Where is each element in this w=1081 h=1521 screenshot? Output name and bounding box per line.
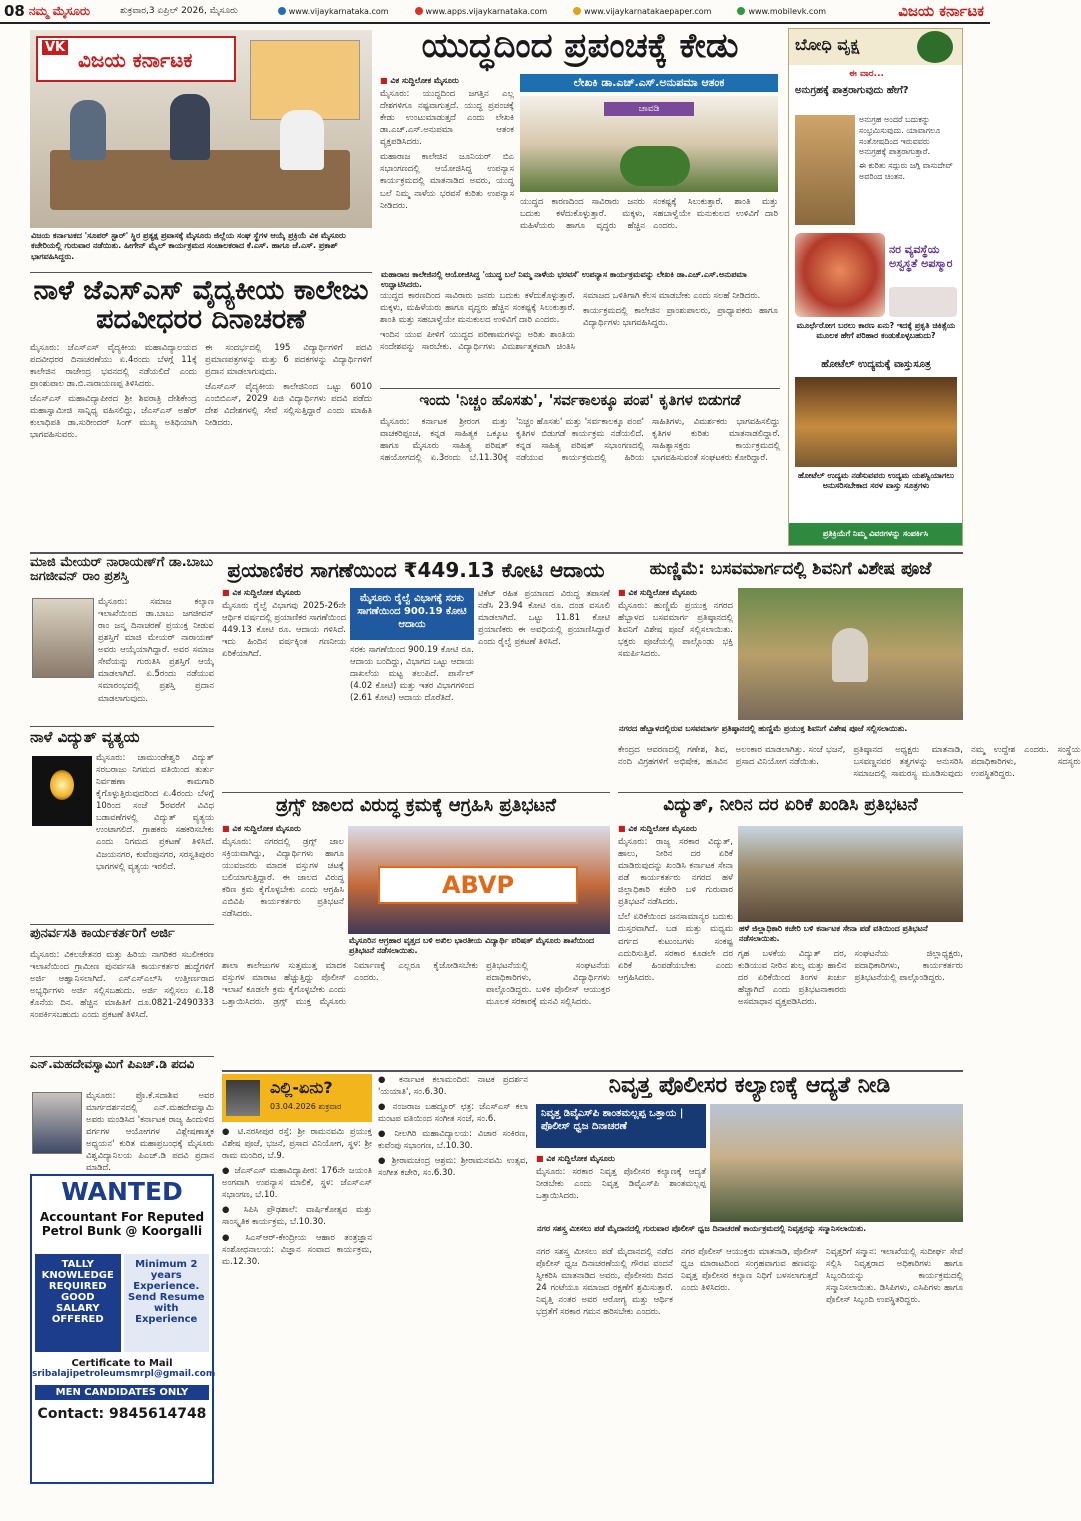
url-link-3[interactable]: www.vijaykarnatakaepaper.com [573, 7, 711, 16]
bodhi-quote: ಅನುಗ್ರಹ ಅಂದರೆ ಬದುಕನ್ನು ಸಂಭ್ರಮಿಸುವುದು. ಯಾವಾಗಲೂ ಸಂತೋಷದಿಂದ ಇರುವವರು ಅನುಗ್ರಹಕ್ಕೆ ಪಾತ್ರರಾಗುತ್ತಾರೆ. [859, 115, 941, 157]
war-column-right: ಯುದ್ಧದ ಕಾರಣದಿಂದ ಸಾವಿರಾರು ಜನರು ಬದುಕು ಕಳೆದುಕೊಳ್ಳುತ್ತಾರೆ. ಮಕ್ಕಳು, ಮಹಿಳೆಯರು ಹಾಗೂ ವೃದ್ಧರು ಹೆಚ್ಚಿನ ಸಂಕಷ್ಟಕ್ಕೆ ಸಿಲುಕುತ್ತಾರೆ. ಶಾಂತಿ ಮತ್ತು ಸಹಬಾಳ್ವೆಯೇ ಮನುಕುಲದ ಉಳಿವಿಗೆ ದಾರಿ ಎಂದರು. [520, 197, 778, 232]
police-body-lower: ನಗರ ಸಶಸ್ತ್ರ ಮೀಸಲು ಪಡೆ ಮೈದಾನದಲ್ಲಿ ನಡೆದ ಪೊಲೀಸ್ ಧ್ವಜ ದಿನಾಚರಣೆಯಲ್ಲಿ ಗೌರವ ವಂದನೆ ಸ್ವೀಕರಿಸಿ ಮಾತನಾಡಿದ ಅವರು, ಪೊಲೀಸರು ದಿನದ 24 ಗಂಟೆಯೂ ಸಮಾಜದ ರಕ್ಷಣೆಗೆ ಶ್ರಮಿಸುತ್ತಾರೆ. ನಿವೃತ್ತಿ ನಂತರ ಅವರ ಆರೋಗ್ಯ ಮತ್ತು ಆರ್ಥಿಕ ಭದ್ರತೆಗೆ ಸರಕಾರ ಗಮನ ಹರಿಸಬೇಕು ಎಂದರು. ನಗರ ಪೊಲೀಸ್ ಆಯುಕ್ತರು ಮಾತನಾಡಿ, ಪೊಲೀಸ್ ಧ್ವಜ ಮಾರಾಟದಿಂದ ಸಂಗ್ರಹವಾಗುವ ಹಣವನ್ನು ನಿವೃತ್ತ ಪೊಲೀಸರ ಕಲ್ಯಾಣ ನಿಧಿಗೆ ಬಳಸಲಾಗುತ್ತದೆ ಎಂದು ತಿಳಿಸಿದರು. ನಿವೃತ್ತರಿಗೆ ಸನ್ಮಾನ: ಇಲಾಖೆಯಲ್ಲಿ ಸುದೀರ್ಘ ಸೇವೆ ಸಲ್ಲಿಸಿ ನಿವೃತ್ತರಾದ ಅಧಿಕಾರಿಗಳು ಹಾಗೂ ಸಿಬ್ಬಂದಿಯನ್ನು ಕಾರ್ಯಕ್ರಮದಲ್ಲಿ ಸನ್ಮಾನಿಸಲಾಯಿತು. ಡಿಸಿಪಿಗಳು, ಎಸಿಪಿಗಳು ಹಾಗೂ ಪೊಲೀಸ್ ಸಿಬ್ಬಂದಿ ಉಪಸ್ಥಿತರಿದ್ದರು. [536, 1247, 963, 1318]
city-icon [226, 1080, 260, 1116]
event-item: ● ಟಿ.ನರಸೀಪುರ ರಸ್ತೆ: ಶ್ರೀ ರಾಮನವಮಿ ಪ್ರಯುಕ್ತ ವಿಶೇಷ ಪೂಜೆ, ಭಜನೆ, ಪ್ರಸಾದ ವಿನಿಯೋಗ, ಸ್ಥಳ: ಶ್ರೀ ರಾಮ ಮಂದಿರ, ಬೆ.9. [222, 1127, 372, 1162]
event-item: ● ನೀಲಗಿರಿ ಮಹಾವಿದ್ಯಾಲಯ: ವಿಚಾರ ಸಂಕಿರಣ, ಕುವೆಂಪು ಸಭಾಂಗಣ, ಬೆ.10.30. [378, 1129, 528, 1152]
electricity-caption: ಹಳೆ ಜಿಲ್ಲಾಧಿಕಾರಿ ಕಚೇರಿ ಬಳಿ ಕರ್ನಾಟಕ ಸೇನಾ ಪಡೆ ವತಿಯಿಂದ ಪ್ರತಿಭಟನೆ ನಡೆಸಲಾಯಿತು. [739, 924, 928, 944]
divider [30, 726, 214, 727]
sadhguru-photo [795, 115, 855, 225]
shiva-column-1: ಮೈಸೂರು: ಹುಣ್ಣಿಮೆ ಪ್ರಯುಕ್ತ ನಗರದ ಹೆಬ್ಬಾಳದ ಬಸವಮಾರ್ಗ ಪ್ರತಿಷ್ಠಾನದಲ್ಲಿ ಶಿವನಿಗೆ ವಿಶೇಷ ಪೂಜೆ ಸಲ್ಲಿಸಲಾಯಿತು. ಭಕ್ತರು ಪೂಜೆಯಲ್ಲಿ ಪಾಲ್ಗೊಂಡು ಭಕ್ತಿ ಸಮರ್ಪಿಸಿದರು. [618, 601, 733, 660]
tree-icon [917, 31, 953, 63]
health-question: ಮೂರ್ಛೆರೋಗ ಬರಲು ಕಾರಣ ಏನು? ಇದಕ್ಕೆ ಪ್ರಕೃತಿ ಚಿಕಿತ್ಸೆಯ ಮೂಲಕ ಹೇಗೆ ಪರಿಹಾರ ಕಂಡುಕೊಳ್ಳಬಹುದು? [796, 321, 956, 340]
wanted-experience: Minimum 2 years Experience. Send Resume with Experience [124, 1254, 210, 1352]
event-item: ● ಕರ್ನಾಟಕ ಕಲಾಮಂದಿರ: ನಾಟಕ ಪ್ರದರ್ಶನ 'ಯಯಾತಿ', ಸಂ.6.30. [378, 1075, 528, 1098]
events-column-1 [222, 1126, 372, 1482]
wanted-email[interactable]: sribalajipetroleumsmrpl@gmail.com [32, 1369, 216, 1379]
rehab-body: ಮೈಸೂರು: ವಿಕಲಚೇತನರ ಮತ್ತು ಹಿರಿಯ ನಾಗರಿಕರ ಸಬಲೀಕರಣ ಇಲಾಖೆಯಿಂದ ಗ್ರಾಮೀಣ ಪುನರ್ವಸತಿ ಕಾರ್ಯಕರ್ತರ ಹುದ್ದೆಗಳಿಗೆ ಅರ್ಜಿ ಆಹ್ವಾನಿಸಲಾಗಿದೆ. ಎಸ್‌ಎಸ್‌ಎಲ್‌ಸಿ ಉತ್ತೀರ್ಣರಾದ ಅಭ್ಯರ್ಥಿಗಳು ಅರ್ಜಿ ಸಲ್ಲಿಸಬಹುದು. ಅರ್ಜಿ ಸಲ್ಲಿಸಲು ಏ.18 ಕೊನೆಯ ದಿನ. ಹೆಚ್ಚಿನ ಮಾಹಿತಿಗೆ ದೂ.0821-2490333 ಸಂಪರ್ಕಿಸಬಹುದು ಎಂದು ಪ್ರಕಟಣೆ ತಿಳಿಸಿದೆ. [30, 950, 214, 1021]
event-item: ● ನಂಜರಾಜ ಬಹದ್ದೂರ್ ಛತ್ರ: ಜೆಎಸ್‌ಎಸ್ ಕಲಾ ಮಂಟಪ ವತಿಯಿಂದ ಸಂಗೀತ ಸಂಜೆ, ಸಂ.6. [378, 1102, 528, 1125]
mayor-headline: ಮಾಜಿ ಮೇಯರ್ ನಾರಾಯಣ್‌ಗೆ ಡಾ.ಬಾಬು ಜಗಜೀವನ್ ರಾಂ ಪ್ರಶಸ್ತಿ [30, 555, 214, 585]
app-icon [415, 7, 423, 15]
wanted-requirements: TALLY KNOWLEDGE REQUIRED GOOD SALARY OFFERED [35, 1254, 121, 1352]
electricity-photo [738, 826, 963, 922]
vk-banner: VK ವಿಜಯ ಕರ್ನಾಟಕ [36, 36, 236, 82]
office-photo [30, 30, 372, 228]
railway-column-3: ಟಿಕೆಟ್ ರಹಿತ ಪ್ರಯಾಣದ ವಿರುದ್ಧ ತಪಾಸಣೆ ನಡೆಸಿ 23.94 ಕೋಟಿ ರೂ. ದಂಡ ವಸೂಲಿ ಮಾಡಲಾಗಿದೆ. ಒಟ್ಟು 11.81 ಕೋಟಿ ಪ್ರಯಾಣಿಕರು ಈ ಅವಧಿಯಲ್ಲಿ ಪ್ರಯಾಣಿಸಿದ್ದಾರೆ ಎಂದು ರೈಲ್ವೆ ಪ್ರಕಟಣೆ ತಿಳಿಸಿದೆ. [478, 589, 610, 648]
shiva-byline: ■ ವಿಕ ಸುದ್ದಿಲೋಕ ಮೈಸೂರು [618, 586, 733, 600]
hotel-text: ಹೋಟೆಲ್ ಉದ್ಯಮ ನಡೆಸುವವರು ಉದ್ಯಮ ಯಶಸ್ವಿಯಾಗಲು ಅನುಸರಿಸಬೇಕಾದ ಸರಳ ವಾಸ್ತು ಸೂತ್ರಗಳು [797, 471, 955, 490]
event-item: ● ಸಿಪಿಸಿ ಪ್ರೌಢಶಾಲೆ: ವಾರ್ಷಿಕೋತ್ಸವ ಮತ್ತು ಸಾಂಸ್ಕೃತಿಕ ಕಾರ್ಯಕ್ರಮ, ಬೆ.10.30. [222, 1205, 372, 1228]
shiva-photo [738, 588, 963, 720]
wanted-mail-label: Certificate to Mail [71, 1358, 173, 1369]
office-photo-caption: ವಿಜಯ ಕರ್ನಾಟಕದ 'ಸೂಪರ್ ಸ್ಟಾರ್' ಸ್ಥಿರ ಪ್ರತ್ಯಕ್ಷ ಪ್ರವಾಸಕ್ಕೆ ಮೈಸೂರು ಜಿಲ್ಲೆಯ ಸಂಘ ಸ್ಥೆಗಳ ಆಯ್ಕೆ ಪ್ರಕ್ರಿಯೆ ವಿಕ ಮೈಸೂರು ಕಚೇರಿಯಲ್ಲಿ ಗುರುವಾರ ನಡೆಯಿತು. ಹೀಗೇನ್ ಮೈಲ್ ಕಾರ್ಯಕ್ರಮದ ಸಂಚಾಲಕರಾದ ಕೆ.ಎಸ್. ಹಾಗೂ ಜೆ.ಎಸ್. ಪ್ರಕಾಶ್ ಭಾಗವಹಿಸಿದ್ದರು. [31, 231, 346, 261]
drug-column-1: ಮೈಸೂರು: ನಗರದಲ್ಲಿ ಡ್ರಗ್ಸ್ ಜಾಲ ಸಕ್ರಿಯವಾಗಿದ್ದು, ವಿದ್ಯಾರ್ಥಿಗಳು ಹಾಗೂ ಯುವಜನರು ಮಾದಕ ವಸ್ತುಗಳ ಚಟಕ್ಕೆ ಬಲಿಯಾಗುತ್ತಿದ್ದಾರೆ. ಈ ಜಾಲದ ವಿರುದ್ಧ ಕಠಿಣ ಕ್ರಮ ಕೈಗೊಳ್ಳಬೇಕು ಎಂದು ಆಗ್ರಹಿಸಿ ಎಬಿವಿಪಿ ಕಾರ್ಯಕರ್ತರು ಪ್ರತಿಭಟನೆ ನಡೆಸಿದರು. [222, 837, 344, 920]
war-byline: ■ ವಿಕ ಸುದ್ದಿಲೋಕ ಮೈಸೂರು [380, 74, 520, 88]
person-1 [70, 100, 106, 160]
jss-body: ಮೈಸೂರು: ಜೆಎಸ್‌ಎಸ್ ವೈದ್ಯಕೀಯ ಮಹಾವಿದ್ಯಾಲಯದ ಪದವೀಧರರ ದಿನಾಚರಣೆಯು ಏ.4ರಂದು ಬೆಳಗ್ಗೆ 11ಕ್ಕೆ ಕಾಲೇಜಿನ ರಾಜೇಂದ್ರ ಭವನದಲ್ಲಿ ನಡೆಯಲಿದೆ ಎಂದು ಪ್ರಾಂಶುಪಾಲ ಡಾ.ಬಿ.ನಾರಾಯಣಪ್ಪ ತಿಳಿಸಿದರು. ಜೆಎಸ್‌ಎಸ್ ಮಹಾವಿದ್ಯಾಪೀಠದ ಶ್ರೀ ಶಿವರಾತ್ರಿ ದೇಶಿಕೇಂದ್ರ ಮಹಾಸ್ವಾಮೀಜಿ ಸಾನ್ನಿಧ್ಯ ವಹಿಸಲಿದ್ದು, ಜೆಎಸ್‌ಎಸ್ ಅಹೆರ್ ಕುಲಾಧಿಪತಿ ಡಾ.ಸುರೀಂದರ್ ಸಿಂಗ್ ಮುಖ್ಯ ಅತಿಥಿಯಾಗಿ ಭಾಗವಹಿಸುವರು. ಈ ಸಂದರ್ಭದಲ್ಲಿ 195 ವಿದ್ಯಾರ್ಥಿಗಳಿಗೆ ಪದವಿ ಪ್ರಮಾಣಪತ್ರಗಳನ್ನು ಮತ್ತು 6 ಪದಕಗಳನ್ನು ವಿದ್ಯಾರ್ಥಿಗಳಿಗೆ ಪ್ರದಾನ ಮಾಡಲಾಗುವುದು. ಜೆಎಸ್‌ಎಸ್ ವೈದ್ಯಕೀಯ ಕಾಲೇಜಿನಿಂದ ಒಟ್ಟು 6010 ಎಂಬಿಬಿಎಸ್, 2029 ಪಿಜಿ ವಿದ್ಯಾರ್ಥಿಗಳು ಪದವಿ ಪಡೆದು ದೇಶ ವಿದೇಶಗಳಲ್ಲಿ ಸೇವೆ ಸಲ್ಲಿಸುತ್ತಿದ್ದಾರೆ ಎಂದು ಮಾಹಿತಿ ನೀಡಿದರು. [30, 343, 372, 441]
shiva-photo-caption: ನಗರದ ಹೆಬ್ಬಾಳದಲ್ಲಿರುವ ಬಸವಮಾರ್ಗ ಪ್ರತಿಷ್ಠಾನದಲ್ಲಿ ಹುಣ್ಣಿಮೆ ಪ್ರಯುಕ್ತ ಶಿವನಿಗೆ ವಿಶೇಷ ಪೂಜೆ ಸಲ್ಲಿಸಲಾಯಿತು. [619, 724, 908, 733]
divider [222, 792, 610, 793]
wanted-note: MEN CANDIDATES ONLY [35, 1385, 209, 1400]
mahadev-body: ಮೈಸೂರು: ಪ್ರೊ.ಕೆ.ಸದಾಶಿವ ಅವರ ಮಾರ್ಗದರ್ಶನದಲ್ಲಿ ಎನ್.ಮಹದೇವಸ್ವಾಮಿ ಅವರು ಮಂಡಿಸಿದ 'ಕರ್ನಾಟಕ ರಾಜ್ಯ ಹಿಂದುಳಿದ ವರ್ಗಗಳ ಆಯೋಗಗಳ ವಿಶ್ಲೇಷಣಾತ್ಮಕ ಅಧ್ಯಯನ' ಕುರಿತ ಮಹಾಪ್ರಬಂಧಕ್ಕೆ ಮೈಸೂರು ವಿಶ್ವವಿದ್ಯಾನಿಲಯ ಪಿಎಚ್.ಡಿ ಪದವಿ ಪ್ರದಾನ ಮಾಡಿದೆ. [86, 1091, 214, 1174]
event-item: ● ಜೆಎಸ್‌ಎಸ್ ಮಹಾವಿದ್ಯಾಪೀಠ: 176ನೇ ಜಯಂತಿ ಅಂಗವಾಗಿ ಉಪನ್ಯಾಸ ಮಾಲಿಕೆ, ಸ್ಥಳ: ಜೆಎಸ್‌ಎಸ್ ಸಭಾಂಗಣ, ಬೆ.10. [222, 1166, 372, 1201]
shiva-body-lower: ಕೇಂದ್ರದ ಆವರಣದಲ್ಲಿ ಗಣೇಶ, ಶಿವ, ನಂದಿ ವಿಗ್ರಹಗಳಿಗೆ ಅಭಿಷೇಕ, ಹೂವಿನ ಅಲಂಕಾರ ಮಾಡಲಾಗಿತ್ತು. ಸಂಜೆ ಭಜನೆ, ಪ್ರಸಾದ ವಿನಿಯೋಗ ನಡೆಯಿತು. ಪ್ರತಿಷ್ಠಾನದ ಅಧ್ಯಕ್ಷರು ಮಾತನಾಡಿ, ಬಸವಣ್ಣನವರ ತತ್ವಗಳನ್ನು ಅನುಸರಿಸಿ ಸಮಾಜದಲ್ಲಿ ಸಾಮರಸ್ಯ ಮೂಡಿಸುವುದು ನಮ್ಮ ಉದ್ದೇಶ ಎಂದರು. ಸಂಸ್ಥೆಯ ಪದಾಧಿಕಾರಿಗಳು, ಸದಸ್ಯರು ಉಪಸ್ಥಿತರಿದ್ದರು. [618, 745, 1081, 780]
electricity-column-1: ಮೈಸೂರು: ರಾಜ್ಯ ಸರಕಾರ ವಿದ್ಯುತ್, ಹಾಲು, ನೀರಿನ ದರ ಏರಿಕೆ ಮಾಡಿರುವುದನ್ನು ಖಂಡಿಸಿ ಕರ್ನಾಟಕ ಸೇನಾ ಪಡೆ ಕಾರ್ಯಕರ್ತರು ನಗರದ ಹಳೆ ಜಿಲ್ಲಾಧಿಕಾರಿ ಕಚೇರಿ ಬಳಿ ಗುರುವಾರ ಪ್ರತಿಭಟನೆ ನಡೆಸಿದರು. ಬೆಲೆ ಏರಿಕೆಯಿಂದ ಜನಸಾಮಾನ್ಯರ ಬದುಕು ದುಸ್ತರವಾಗಿದೆ. ಬಡ ಮತ್ತು ಮಧ್ಯಮ ವರ್ಗದ ಕುಟುಂಬಗಳು ಸಂಕಷ್ಟ ಎದುರಿಸುತ್ತಿವೆ. ಸರಕಾರ ಕೂಡಲೇ ದರ ಏರಿಕೆ ಹಿಂಪಡೆಯಬೇಕು ಎಂದು ಆಗ್ರಹಿಸಿದರು. [618, 837, 733, 983]
protest-caption: ಮೈಸೂರಿನ ಆಗ್ರಹಾರ ವೃತ್ತದ ಬಳಿ ಅಖಿಲ ಭಾರತೀಯ ವಿದ್ಯಾರ್ಥಿ ಪರಿಷತ್ ಮೈಸೂರು ಶಾಖೆಯಿಂದ ಪ್ರತಿಭಟನೆ ನಡೆಸಲಾಯಿತು. [349, 936, 595, 956]
epaper-icon [573, 7, 581, 15]
mobile-icon [737, 7, 745, 15]
drug-headline: ಡ್ರಗ್ಸ್ ಜಾಲದ ವಿರುದ್ಧ ಕ್ರಮಕ್ಕೆ ಆಗ್ರಹಿಸಿ ಪ್ರತಿಭಟನೆ [275, 795, 557, 816]
bodhi-sidebar: ಬೋಧಿ ವೃಕ್ಷ ಈ ವಾರ... ಅನುಗ್ರಹಕ್ಕೆ ಪಾತ್ರರಾಗುವುದು ಹೇಗೆ? ಅನುಗ್ರಹ ಅಂದರೆ ಬದುಕನ್ನು ಸಂಭ್ರಮಿಸುವುದು. ಯಾವಾಗಲೂ ಸಂತೋಷದಿಂದ ಇರುವವರು ಅನುಗ್ರಹಕ್ಕೆ ಪಾತ್ರರಾಗುತ್ತಾರೆ. ಈ ಕುರಿತು ಸದ್ಗುರು ಜಗ್ಗಿ ವಾಸುದೇವ್ ಅವರಿಂದ ಚಿಂತನ. ನರ ವ್ಯವಸ್ಥೆಯ ಅಸ್ವಸ್ಥತೆ ಅಪಸ್ಮಾರ ಮೂರ್ಛೆರೋಗ ಬರಲು ಕಾರಣ ಏನು? ಇದಕ್ಕೆ ಪ್ರಕೃತಿ ಚಿಕಿತ್ಸೆಯ ಮೂಲಕ ಹೇಗೆ ಪರಿಹಾರ ಕಂಡುಕೊಳ್ಳಬಹುದು? ಹೋಟೆಲ್ ಉದ್ಯಮಕ್ಕೆ ವಾಸ್ತುಸೂತ್ರ ಹೋಟೆಲ್ ಉದ್ಯಮ ನಡೆಸುವವರು ಉದ್ಯಮ ಯಶಸ್ವಿಯಾಗಲು ಅನುಸರಿಸಬೇಕಾದ ಸರಳ ವಾಸ್ತು ಸೂತ್ರಗಳು ಪ್ರತಿಕ್ರಿಯೆಗೆ ನಿಮ್ಮ ವಿವರಗಳನ್ನು ಸಂಪರ್ಕಿಸಿ [788, 28, 963, 546]
brain-icon [795, 233, 885, 317]
books-body: ಮೈಸೂರು: ಕರ್ನಾಟಕ ಶ್ರೀರಂಗ ಮತ್ತು ವಾಚಕರಿಪ್ಪಂಚ, ಕನ್ನಡ ಸಾಹಿತ್ಯಕ ಒಕ್ಕೂಟ ಹಾಗೂ ಮೈಸೂರು ಸಾಹಿತ್ಯ ಪರಿಷತ್ ಸಹಯೋಗದಲ್ಲಿ ಏ.3ರಂದು ಬೆ.11.30ಕ್ಕೆ 'ನಿಚ್ಚಂ ಹೊಸತು' ಮತ್ತು 'ಸರ್ವಕಾಲಕ್ಕೂ ಪಂಪ' ಕೃತಿಗಳ ಬಿಡುಗಡೆ ಕಾರ್ಯಕ್ರಮ ನಡೆಯಲಿದೆ. ಕನ್ನಡ ಸಾಹಿತ್ಯ ಪರಿಷತ್ ಸಭಾಂಗಣದಲ್ಲಿ ನಡೆಯುವ ಕಾರ್ಯಕ್ರಮದಲ್ಲಿ ಹಿರಿಯ ಸಾಹಿತಿಗಳು, ವಿಮರ್ಶಕರು ಭಾಗವಹಿಸಲಿದ್ದು ಕೃತಿಗಳ ಕುರಿತು ಮಾತನಾಡಲಿದ್ದಾರೆ. ಸಾಹಿತ್ಯಾಸಕ್ತರು ಕಾರ್ಯಕ್ರಮದಲ್ಲಿ ಭಾಗವಹಿಸುವಂತೆ ಸಂಘಟಕರು ಕೋರಿದ್ದಾರೆ. [380, 417, 780, 464]
divider [30, 924, 214, 925]
war-columns-lower: ಯುದ್ಧದ ಕಾರಣದಿಂದ ಸಾವಿರಾರು ಜನರು ಬದುಕು ಕಳೆದುಕೊಳ್ಳುತ್ತಾರೆ. ಮಕ್ಕಳು, ಮಹಿಳೆಯರು ಹಾಗೂ ವೃದ್ಧರು ಹೆಚ್ಚಿನ ಸಂಕಷ್ಟಕ್ಕೆ ಸಿಲುಕುತ್ತಾರೆ. ಶಾಂತಿ ಮತ್ತು ಸಹಬಾಳ್ವೆಯೇ ಮನುಕುಲದ ಉಳಿವಿಗೆ ದಾರಿ ಎಂದರು. ಇಂದಿನ ಯುವ ಪೀಳಿಗೆ ಯುದ್ಧದ ಪರಿಣಾಮಗಳನ್ನು ಅರಿತು ಶಾಂತಿಯ ಸಂದೇಶವನ್ನು ಸಾರಬೇಕು. ವಿದ್ಯಾರ್ಥಿಗಳು ವಿಮರ್ಶಾತ್ಮಕವಾಗಿ ಚಿಂತಿಸಿ ಸಮಾಜದ ಒಳಿತಿಗಾಗಿ ಕೆಲಸ ಮಾಡಬೇಕು ಎಂದು ಸಲಹೆ ನೀಡಿದರು. ಕಾರ್ಯಕ್ರಮದಲ್ಲಿ ಕಾಲೇಜಿನ ಪ್ರಾಂಶುಪಾಲರು, ಪ್ರಾಧ್ಯಾಪಕರು ಹಾಗೂ ವಿದ್ಯಾರ್ಥಿಗಳು ಭಾಗವಹಿಸಿದ್ದರು. [380, 291, 778, 353]
electricity-byline: ■ ವಿಕ ಸುದ್ದಿಲೋಕ ಮೈಸೂರು [618, 822, 733, 836]
page-number: 08 [4, 2, 25, 20]
wanted-phone: 9845614748 [109, 1406, 207, 1422]
event-item: ● ಶ್ರೀರಾಮಚಂದ್ರ ಆಶ್ರಮ: ಶ್ರೀರಾಮನವಮಿ ಉತ್ಸವ, ಸಂಗೀತ ಕಚೇರಿ, ಸಂ.6.30. [378, 1156, 528, 1179]
war-banner: ಲೇಖಕಿ ಡಾ.ಎಚ್.ಎಸ್.ಅನುಪಮಾ ಆತಂಕ [520, 74, 778, 92]
wanted-ad[interactable] [30, 1174, 214, 1484]
brand-logo: ವಿಜಯ ಕರ್ನಾಟಕ [898, 2, 984, 20]
person-3 [280, 110, 324, 170]
police-headline: ನಿವೃತ್ತ ಪೊಲೀಸರ ಕಲ್ಯಾಣಕ್ಕೆ ಆದ್ಯತೆ ನೀಡಿ [608, 1073, 891, 1098]
masthead [0, 0, 990, 24]
war-photo-caption: ಮಹಾರಾಜ ಕಾಲೇಜಿನಲ್ಲಿ ಆಯೋಜಿಸಿದ್ದ 'ಯುದ್ಧ ಬಲೆ ನಿಮ್ಮ ನಾಳೆಯ ಭರವಸೆ' ಉಪನ್ಯಾಸ ಕಾರ್ಯಕ್ರಮವನ್ನು ಲೇಖಕಿ ಡಾ.ಎಚ್.ಎಸ್.ಅನುಪಮಾ ಉದ್ಘಾಟಿಸಿದರು. [381, 270, 747, 290]
power-body: ಮೈಸೂರು: ಚಾಮುಂಡೇಶ್ವರಿ ವಿದ್ಯುತ್ ಸರಬರಾಜು ನಿಗಮದ ವತಿಯಿಂದ ತುರ್ತು ನಿರ್ವಹಣಾ ಕಾಮಗಾರಿ ಕೈಗೊಳ್ಳುತ್ತಿರುವುದರಿಂದ ಏ.4ರಂದು ಬೆಳಗ್ಗೆ 10ರಿಂದ ಸಂಜೆ 5ರವರೆಗೆ ವಿವಿಧ ಬಡಾವಣೆಗಳಲ್ಲಿ ವಿದ್ಯುತ್ ವ್ಯತ್ಯಯ ಉಂಟಾಗಲಿದೆ. ಗ್ರಾಹಕರು ಸಹಕರಿಸಬೇಕು ಎಂದು ನಿಗಮದ ಪ್ರಕಟಣೆ ತಿಳಿಸಿದೆ. ವಿಜಯನಗರ, ಕುವೆಂಪುನಗರ, ಸರಸ್ವತಿಪುರಂ ಭಾಗಗಳಲ್ಲಿ ವ್ಯತ್ಯಯ ಇರಲಿದೆ. [96, 753, 214, 872]
divider [222, 1070, 963, 1072]
poster-board [250, 40, 360, 120]
url-link-2[interactable]: www.apps.vijaykarnataka.com [415, 7, 548, 16]
bodhi-question: ಅನುಗ್ರಹಕ್ಕೆ ಪಾತ್ರರಾಗುವುದು ಹೇಗೆ? [795, 85, 909, 96]
url-link-4[interactable]: www.mobilevk.com [737, 7, 826, 16]
electricity-body-lower: ಗೃಹ ಬಳಕೆಯ ವಿದ್ಯುತ್ ದರ, ಕುಡಿಯುವ ನೀರಿನ ಶುಲ್ಕ ಮತ್ತು ಹಾಲಿನ ದರ ಏರಿಕೆಯಿಂದ ತಿಂಗಳ ಖರ್ಚು ಹೆಚ್ಚಾಗಿದೆ ಎಂದು ಪ್ರತಿಭಟನಾಕಾರರು ಅಸಮಾಧಾನ ವ್ಯಕ್ತಪಡಿಸಿದರು. ಸಂಘಟನೆಯ ಜಿಲ್ಲಾಧ್ಯಕ್ಷರು, ಪದಾಧಿಕಾರಿಗಳು, ಕಾರ್ಯಕರ್ತರು ಪ್ರತಿಭಟನೆಯಲ್ಲಿ ಪಾಲ್ಗೊಂಡಿದ್ದರು. [738, 949, 963, 1008]
hotel-photo [795, 377, 957, 467]
drug-body-lower: ಶಾಲಾ ಕಾಲೇಜುಗಳ ಸುತ್ತಮುತ್ತ ಮಾದಕ ವಸ್ತುಗಳ ಮಾರಾಟ ಹೆಚ್ಚುತ್ತಿದ್ದು ಪೊಲೀಸ್ ಇಲಾಖೆ ಕೂಡಲೇ ಕ್ರಮ ಕೈಗೊಳ್ಳಬೇಕು ಎಂದು ಒತ್ತಾಯಿಸಿದರು. ಡ್ರಗ್ಸ್ ಮುಕ್ತ ಮೈಸೂರು ನಿರ್ಮಾಣಕ್ಕೆ ಎಲ್ಲರೂ ಕೈಜೋಡಿಸಬೇಕು ಎಂದರು. ಪ್ರತಿಭಟನೆಯಲ್ಲಿ ಸಂಘಟನೆಯ ಪದಾಧಿಕಾರಿಗಳು, ವಿದ್ಯಾರ್ಥಿಗಳು ಪಾಲ್ಗೊಂಡಿದ್ದರು. ಬಳಿಕ ಪೊಲೀಸ್ ಆಯುಕ್ತರ ಮೂಲಕ ಸರಕಾರಕ್ಕೆ ಮನವಿ ಸಲ್ಲಿಸಿದರು. [222, 961, 610, 1008]
drug-byline: ■ ವಿಕ ಸುದ್ದಿಲೋಕ ಮೈಸೂರು [222, 822, 342, 836]
police-photo [710, 1104, 963, 1222]
events-header [222, 1074, 372, 1122]
bodhi-footer: ಪ್ರತಿಕ್ರಿಯೆಗೆ ನಿಮ್ಮ ವಿವರಗಳನ್ನು ಸಂಪರ್ಕಿಸಿ [789, 523, 962, 545]
person-2 [170, 94, 210, 160]
railway-byline: ■ ವಿಕ ಸುದ್ದಿಲೋಕ ಮೈಸೂರು [222, 586, 352, 600]
railway-headline: ಪ್ರಯಾಣಿಕರ ಸಾಗಣೆಯಿಂದ ₹449.13 ಕೋಟಿ ಆದಾಯ [227, 558, 605, 582]
abvp-banner: ABVP [378, 866, 578, 904]
wanted-subtitle: Accountant For Reputed Petrol Bunk @ Koorgalli [39, 1210, 205, 1238]
rehab-headline: ಪುನರ್ವಸತಿ ಕಾರ್ಯಕರ್ತರಿಗೆ ಅರ್ಜಿ [30, 926, 175, 941]
wanted-contact[interactable]: Contact: 9845614748 [37, 1406, 207, 1422]
police-photo-caption: ನಗರ ಸಶಸ್ತ್ರ ಮೀಸಲು ಪಡೆ ಮೈದಾನದಲ್ಲಿ ಗುರುವಾರ ಪೊಲೀಸ್ ಧ್ವಜ ದಿನಾಚರಣೆ ಕಾರ್ಯಕ್ರಮದಲ್ಲಿ ನಿವೃತ್ತರನ್ನು ಸನ್ಮಾನಿಸಲಾಯಿತು. [537, 1224, 867, 1233]
jss-headline: ನಾಳೆ ಜೆಎಸ್‌ಎಸ್ ವೈದ್ಯಕೀಯ ಕಾಲೇಜು ಪದವೀಧರರ ದಿನಾಚರಣೆ [33, 275, 369, 336]
divider [618, 792, 963, 793]
police-byline: ■ ವಿಕ ಸುದ್ದಿಲೋಕ ಮೈಸೂರು [536, 1152, 706, 1166]
railway-column-1: ಮೈಸೂರು ರೈಲ್ವೆ ವಿಭಾಗವು 2025-26ನೇ ಆರ್ಥಿಕ ವರ್ಷದಲ್ಲಿ ಪ್ರಯಾಣಿಕರ ಸಾಗಣೆಯಿಂದ 449.13 ಕೋಟಿ ರೂ. ಆದಾಯ ಗಳಿಸಿದೆ. ಇದು ಹಿಂದಿನ ವರ್ಷಕ್ಕಿಂತ ಗಣನೀಯ ಏರಿಕೆಯಾಗಿದೆ. [222, 601, 346, 660]
bodhi-quote-author: ಈ ಕುರಿತು ಸದ್ಗುರು ಜಗ್ಗಿ ವಾಸುದೇವ್ ಅವರಿಂದ ಚಿಂತನ. [859, 161, 953, 181]
war-photo: ಚಾವಡಿ [520, 96, 778, 192]
police-column-1: ಮೈಸೂರು: ಸರಕಾರ ನಿವೃತ್ತ ಪೊಲೀಸರ ಕಲ್ಯಾಣಕ್ಕೆ ಆದ್ಯತೆ ನೀಡಬೇಕು ಎಂದು ನಿವೃತ್ತ ಡಿವೈಎಸ್‌ಪಿ ಶಾಂತಮಲ್ಲಪ್ಪ ಒತ್ತಾಯಿಸಿದರು. [536, 1167, 706, 1202]
issue-date: ಶುಕ್ರವಾರ,3 ಏಪ್ರಿಲ್ 2026, ಮೈಸೂರು [120, 6, 238, 16]
divider [380, 388, 780, 389]
url-link-1[interactable]: www.vijaykarnataka.com [278, 7, 389, 16]
war-column-1: ಮೈಸೂರು: ಯುದ್ಧದಿಂದ ಜಗತ್ತಿನ ಎಲ್ಲ ದೇಶಗಳಿಗೂ ನಷ್ಟವಾಗುತ್ತದೆ. ಯುದ್ಧ ಪ್ರಪಂಚಕ್ಕೆ ಕೇಡು ಉಂಟುಮಾಡುತ್ತದೆ ಎಂದು ಲೇಖಕಿ ಡಾ.ಎಚ್.ಎಸ್.ಅನುಪಮಾ ಆತಂಕ ವ್ಯಕ್ತಪಡಿಸಿದರು. ಮಹಾರಾಜ ಕಾಲೇಜಿನ ಜೂನಿಯರ್ ಬಿಎ ಸಭಾಂಗಣದಲ್ಲಿ ಆಯೋಜಿಸಿದ್ದ ಉಪನ್ಯಾಸ ಕಾರ್ಯಕ್ರಮದಲ್ಲಿ ಮಾತನಾಡಿದ ಅವರು, ಯುದ್ಧ ಬಲೆ ನಿಮ್ಮ ನಾಳೆಯ ಭರವಸೆ ಕುರಿತು ಉಪನ್ಯಾಸ ನೀಡಿದರು. [380, 89, 514, 211]
electricity-headline: ವಿದ್ಯುತ್, ನೀರಿನ ದರ ಏರಿಕೆ ಖಂಡಿಸಿ ಪ್ರತಿಭಟನೆ [663, 795, 918, 815]
war-headline: ಯುದ್ಧದಿಂದ ಪ್ರಪಂಚಕ್ಕೆ ಕೇಡು [421, 26, 739, 66]
hotel-title: ಹೋಟೆಲ್ ಉದ್ಯಮಕ್ಕೆ ವಾಸ್ತುಸೂತ್ರ [821, 359, 931, 370]
shiva-headline: ಹುಣ್ಣಿಮೆ: ಬಸವಮಾರ್ಗದಲ್ಲಿ ಶಿವನಿಗೆ ವಿಶೇಷ ಪೂಜೆ [649, 559, 932, 579]
bodhi-header: ಬೋಧಿ ವೃಕ್ಷ [789, 29, 962, 65]
divider [30, 552, 963, 554]
events-date: 03.04.2026 ಶುಕ್ರವಾರ [270, 1102, 342, 1111]
idol-icon [832, 628, 868, 682]
section-name: ನಮ್ಮ ಮೈಸೂರು [28, 3, 91, 18]
police-banner: ನಿವೃತ್ತ ಡಿವೈಎಸ್‌ಪಿ ಶಾಂತಮಲ್ಲಪ್ಪ ಒತ್ತಾಯ | ಪೊಲೀಸ್ ಧ್ವಜ ದಿನಾಚರಣೆ [536, 1104, 706, 1148]
protest-photo [348, 826, 610, 934]
books-headline: ಇಂದು 'ನಿಚ್ಚಂ ಹೊಸತು', 'ಸರ್ವಕಾಲಕ್ಕೂ ಪಂಪ' ಕೃತಿಗಳ ಬಿಡುಗಡೆ [419, 391, 741, 409]
wanted-title: WANTED [61, 1177, 183, 1206]
plant-icon [620, 146, 690, 186]
event-item: ● ಸಿಎಸ್‌ಆರ್-ಕೇಂದ್ರೀಯ ಆಹಾರ ತಂತ್ರಜ್ಞಾನ ಸಂಶೋಧನಾಲಯ: ವಿಜ್ಞಾನ ಸಂವಾದ ಕಾರ್ಯಕ್ರಮ, ಮ.12.30. [222, 1232, 372, 1267]
health-title: ನರ ವ್ಯವಸ್ಥೆಯ ಅಸ್ವಸ್ಥತೆ ಅಪಸ್ಮಾರ [889, 243, 953, 270]
railway-callout: ಮೈಸೂರು ರೈಲ್ವೆ ವಿಭಾಗಕ್ಕೆ ಸರಕು ಸಾಗಣೆಯಿಂದ 900.19 ಕೋಟಿ ಆದಾಯ [350, 588, 474, 640]
mahadev-headline: ಎನ್.ಮಹದೇವಸ್ವಾಮಿಗೆ ಪಿಎಚ್.ಡಿ ಪದವಿ [30, 1057, 195, 1071]
person-lying-icon [889, 287, 957, 317]
web-icon [278, 7, 286, 15]
power-headline: ನಾಳೆ ವಿದ್ಯುತ್ ವ್ಯತ್ಯಯ [30, 728, 140, 746]
mayor-body: ಮೈಸೂರು: ಸಮಾಜ ಕಲ್ಯಾಣ ಇಲಾಖೆಯಿಂದ ಡಾ.ಬಾಬು ಜಗಜೀವನ್ ರಾಂ ಜನ್ಮ ದಿನಾಚರಣೆ ಪ್ರಯುಕ್ತ ನೀಡುವ ಪ್ರಶಸ್ತಿಗೆ ಮಾಜಿ ಮೇಯರ್ ನಾರಾಯಣ್ ಅವರು ಆಯ್ಕೆಯಾಗಿದ್ದಾರೆ. ಅವರ ಸಮಾಜ ಸೇವೆಯನ್ನು ಗುರುತಿಸಿ ಪ್ರಶಸ್ತಿಗೆ ಆಯ್ಕೆ ಮಾಡಲಾಗಿದೆ. ಏ.5ರಂದು ನಡೆಯುವ ಸಮಾರಂಭದಲ್ಲಿ ಪ್ರಶಸ್ತಿ ಪ್ರದಾನ ಮಾಡಲಾಗುವುದು. [98, 597, 214, 704]
events-title: ಎಲ್ಲಿ-ಏನು? [270, 1078, 333, 1097]
divider [30, 272, 372, 273]
events-column-2 [378, 1074, 528, 1482]
railway-column-2: ಸರಕು ಸಾಗಣೆಯಿಂದ 900.19 ಕೋಟಿ ರೂ. ಆದಾಯ ಬಂದಿದ್ದು, ವಿಭಾಗದ ಒಟ್ಟು ಆದಾಯ ದಾಖಲೆಯ ಮಟ್ಟ ತಲುಪಿದೆ. ಪಾರ್ಸೆಲ್ (4.02 ಕೋಟಿ) ಮತ್ತು ಇತರ ವಿಭಾಗಗಳಿಂದ (2.61 ಕೋಟಿ) ಆದಾಯ ದೊರೆತಿದೆ. [350, 645, 474, 704]
